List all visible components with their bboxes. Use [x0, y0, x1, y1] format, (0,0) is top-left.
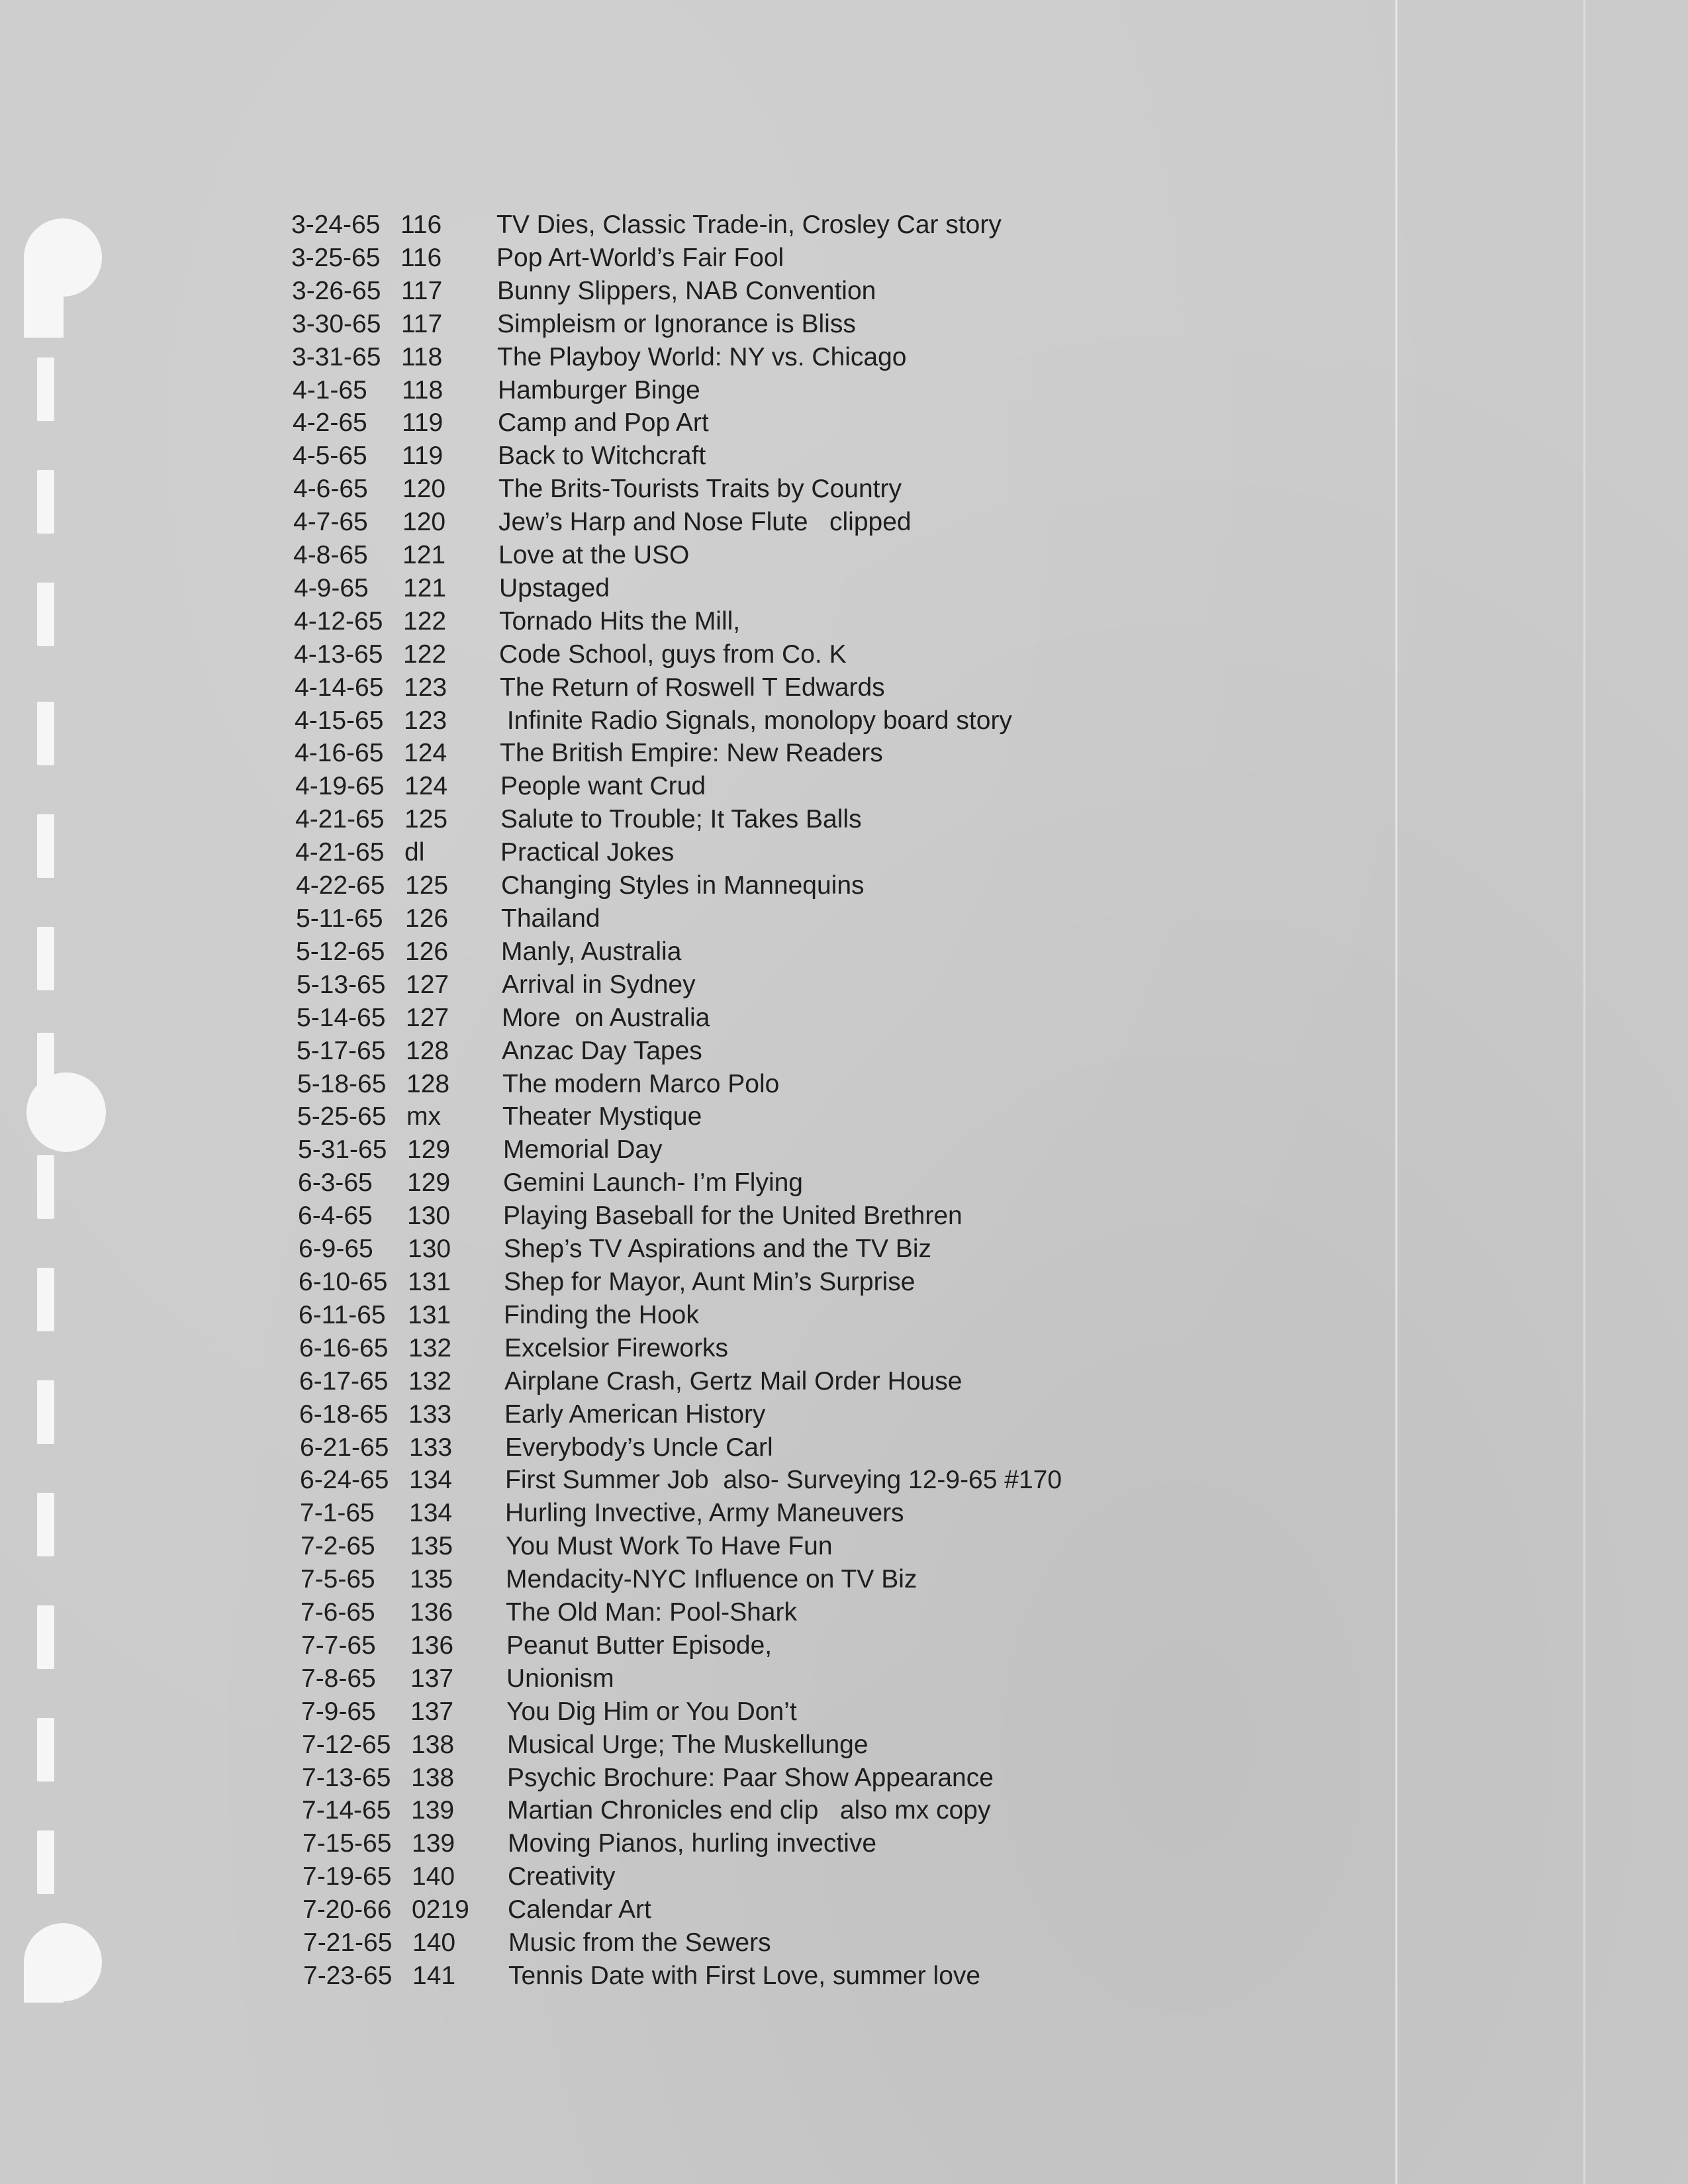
log-entry: [299, 1398, 1292, 1431]
entry-date: 6-11-65: [299, 1301, 386, 1329]
entry-date: 6-16-65: [299, 1334, 389, 1362]
entry-date: 4-5-65: [293, 442, 367, 470]
entry-title: Jew’s Harp and Nose Flute clipped: [498, 508, 912, 536]
entry-number: 128: [406, 1070, 450, 1098]
log-entry: [295, 737, 1288, 770]
entry-number: 124: [404, 772, 448, 800]
entry-title: Psychic Brochure: Paar Show Appearance: [507, 1764, 994, 1792]
entry-number: 132: [408, 1334, 452, 1362]
log-entry: [302, 1762, 1295, 1795]
log-entry: [293, 539, 1286, 572]
entry-number: 137: [410, 1664, 454, 1693]
entry-title: Salute to Trouble; It Takes Balls: [500, 805, 862, 833]
entry-number: 139: [412, 1829, 455, 1858]
entry-title: TV Dies, Classic Trade-in, Crosley Car story: [496, 211, 1002, 239]
entry-title: Pop Art-World’s Fair Fool: [496, 244, 784, 272]
log-entry: [301, 1662, 1294, 1695]
entry-title: Early American History: [504, 1400, 766, 1429]
entry-date: 7-8-65: [301, 1664, 376, 1693]
entry-date: 6-10-65: [299, 1268, 388, 1296]
entry-title: Airplane Crash, Gertz Mail Order House: [504, 1367, 962, 1396]
entry-number: 136: [410, 1598, 453, 1627]
log-entry: [299, 1266, 1291, 1299]
log-entry: [300, 1497, 1293, 1530]
entry-number: 123: [404, 706, 447, 735]
entry-date: 7-14-65: [302, 1796, 391, 1825]
entry-date: 5-14-65: [297, 1004, 386, 1032]
entry-title: The Brits-Tourists Traits by Country: [498, 475, 902, 503]
log-entry: [295, 704, 1288, 737]
entry-title: Shep for Mayor, Aunt Min’s Surprise: [504, 1268, 915, 1296]
entry-title: The Old Man: Pool-Shark: [506, 1598, 798, 1627]
entry-title: Back to Witchcraft: [498, 442, 706, 470]
entry-number: dl: [404, 838, 425, 867]
entry-date: 7-19-65: [303, 1862, 392, 1891]
entry-date: 5-12-65: [296, 937, 385, 966]
entry-date: 6-4-65: [298, 1202, 373, 1230]
entry-title: You Must Work To Have Fun: [506, 1532, 833, 1560]
entry-number: 129: [407, 1168, 451, 1197]
entry-number: 120: [402, 508, 446, 536]
log-entry: [300, 1464, 1293, 1497]
entry-date: 4-21-65: [295, 838, 385, 867]
entry-title: Gemini Launch- I’m Flying: [503, 1168, 803, 1197]
entry-title: Changing Styles in Mannequins: [501, 871, 865, 900]
entry-number: 140: [412, 1928, 456, 1957]
entry-date: 6-24-65: [300, 1466, 389, 1494]
log-entry: [303, 1960, 1296, 1993]
log-entry: [301, 1530, 1293, 1563]
entry-number: 129: [407, 1135, 451, 1164]
entry-date: 4-16-65: [295, 739, 384, 767]
entry-date: 3-26-65: [292, 277, 381, 305]
entry-title: Memorial Day: [503, 1135, 663, 1164]
entry-date: 4-8-65: [293, 541, 368, 569]
entry-title: Shep’s TV Aspirations and the TV Biz: [504, 1235, 932, 1263]
entry-number: 134: [409, 1499, 453, 1527]
entry-number: 126: [405, 937, 449, 966]
entry-title: First Summer Job also- Surveying 12-9-65 #170: [505, 1466, 1062, 1494]
entry-date: 4-7-65: [293, 508, 368, 536]
entry-title: Camp and Pop Art: [498, 408, 709, 437]
entry-date: 6-18-65: [299, 1400, 389, 1429]
entry-title: Upstaged: [499, 574, 610, 602]
entry-number: 134: [409, 1466, 453, 1494]
entry-title: Tornado Hits the Mill,: [499, 607, 741, 636]
entry-title: The modern Marco Polo: [502, 1070, 780, 1098]
log-entry: [298, 1200, 1291, 1233]
entry-number: 131: [408, 1301, 451, 1329]
entry-date: 5-25-65: [297, 1102, 387, 1131]
entry-title: More on Australia: [502, 1004, 710, 1032]
entry-date: 4-19-65: [295, 772, 385, 800]
entry-title: Thailand: [501, 904, 600, 933]
log-entry: [298, 1133, 1291, 1166]
entry-date: 5-11-65: [296, 904, 383, 933]
log-entry: [296, 935, 1289, 969]
entry-date: 7-5-65: [301, 1565, 375, 1593]
entry-number: 117: [401, 277, 443, 305]
entry-title: The Return of Roswell T Edwards: [500, 673, 885, 702]
log-entry: [299, 1299, 1291, 1332]
log-entry: [294, 638, 1287, 671]
log-entry: [294, 572, 1287, 605]
entry-number: 119: [402, 442, 444, 470]
entry-date: 4-2-65: [293, 408, 367, 437]
entry-title: Tennis Date with First Love, summer love: [508, 1962, 981, 1990]
entry-number: 122: [403, 640, 447, 669]
log-entry: [303, 1860, 1295, 1893]
entry-title: Practical Jokes: [500, 838, 675, 867]
entry-title: Anzac Day Tapes: [502, 1037, 702, 1065]
entry-number: 136: [410, 1631, 454, 1660]
entry-number: 141: [412, 1962, 456, 1990]
entry-number: 138: [411, 1731, 455, 1759]
log-entry: [292, 308, 1285, 341]
entry-number: 127: [406, 971, 449, 999]
entry-number: 135: [410, 1532, 453, 1560]
entry-title: Martian Chronicles end clip also mx copy: [507, 1796, 991, 1825]
log-entry: [298, 1166, 1291, 1200]
entry-number: 140: [412, 1862, 455, 1891]
log-entry: [295, 770, 1288, 803]
entry-date: 6-9-65: [299, 1235, 373, 1263]
entry-number: 117: [401, 310, 443, 338]
log-entry: [301, 1563, 1293, 1596]
entry-number: 127: [406, 1004, 449, 1032]
entry-number: 137: [410, 1697, 454, 1726]
entry-date: 7-15-65: [303, 1829, 392, 1858]
entry-title: The British Empire: New Readers: [500, 739, 883, 767]
log-entry: [301, 1596, 1293, 1629]
entry-date: 5-17-65: [297, 1037, 386, 1065]
log-entry: [297, 1100, 1290, 1133]
entry-number: 123: [404, 673, 447, 702]
log-entry: [303, 1827, 1295, 1860]
entry-title: Peanut Butter Episode,: [506, 1631, 773, 1660]
log-entry: [303, 1893, 1295, 1926]
log-entry: [297, 969, 1289, 1002]
entry-date: 7-21-65: [303, 1928, 393, 1957]
log-entry: [291, 209, 1284, 242]
entry-date: 4-22-65: [296, 871, 385, 900]
entry-date: 3-25-65: [291, 244, 381, 272]
entry-title: Love at the USO: [498, 541, 690, 569]
entry-number: 128: [406, 1037, 449, 1065]
entry-number: 118: [401, 343, 443, 371]
entry-date: 6-17-65: [299, 1367, 389, 1396]
log-entry: [291, 242, 1284, 275]
entry-number: 116: [400, 244, 442, 272]
entry-number: 131: [408, 1268, 451, 1296]
entry-title: Creativity: [508, 1862, 616, 1891]
entry-title: Finding the Hook: [504, 1301, 699, 1329]
entry-date: 4-6-65: [293, 475, 368, 503]
entry-date: 3-24-65: [291, 211, 381, 239]
entry-date: 4-9-65: [294, 574, 369, 602]
entry-title: Arrival in Sydney: [502, 971, 696, 999]
entry-date: 7-1-65: [300, 1499, 375, 1527]
entry-number: 0219: [412, 1895, 469, 1924]
entry-number: 121: [403, 574, 447, 602]
entry-title: Manly, Australia: [501, 937, 682, 966]
entry-number: mx: [406, 1102, 441, 1131]
log-entry: [301, 1695, 1294, 1729]
log-entry: [293, 506, 1286, 539]
entry-title: Musical Urge; The Muskellunge: [507, 1731, 868, 1759]
entry-title: Hurling Invective, Army Maneuvers: [505, 1499, 904, 1527]
entry-title: Unionism: [506, 1664, 614, 1693]
log-entry: [302, 1729, 1295, 1762]
entry-date: 7-23-65: [303, 1962, 393, 1990]
log-entry: [302, 1794, 1295, 1827]
entry-title: Hamburger Binge: [498, 376, 700, 404]
entry-number: 139: [411, 1796, 455, 1825]
entry-date: 7-12-65: [302, 1731, 391, 1759]
entry-title: Simpleism or Ignorance is Bliss: [497, 310, 856, 338]
log-entry: [292, 341, 1285, 374]
entry-date: 7-9-65: [301, 1697, 376, 1726]
log-entry: [293, 406, 1286, 440]
entry-number: 118: [402, 376, 444, 404]
entry-title: Calendar Art: [508, 1895, 651, 1924]
entry-date: 6-21-65: [300, 1433, 389, 1462]
log-entry: [293, 374, 1286, 407]
entry-title: You Dig Him or You Don’t: [506, 1697, 797, 1726]
entry-title: Mendacity-NYC Influence on TV Biz: [506, 1565, 917, 1593]
log-entry: [295, 803, 1288, 836]
entry-date: 4-12-65: [294, 607, 383, 636]
log-entry: [295, 671, 1288, 704]
entry-number: 130: [407, 1202, 451, 1230]
entry-date: 4-1-65: [293, 376, 367, 404]
entry-date: 4-14-65: [295, 673, 384, 702]
log-entry: [303, 1926, 1296, 1960]
log-entry: [301, 1629, 1294, 1662]
entry-date: 7-13-65: [302, 1764, 391, 1792]
entry-date: 7-20-66: [303, 1895, 392, 1924]
entry-date: 5-31-65: [298, 1135, 387, 1164]
entry-title: Excelsior Fireworks: [504, 1334, 729, 1362]
log-entry: [293, 440, 1286, 473]
entry-date: 7-6-65: [301, 1598, 375, 1627]
entry-number: 132: [408, 1367, 452, 1396]
log-entry: [299, 1332, 1292, 1365]
entry-number: 120: [402, 475, 446, 503]
entry-number: 125: [404, 805, 448, 833]
entry-number: 130: [408, 1235, 451, 1263]
entry-title: Everybody’s Uncle Carl: [505, 1433, 773, 1462]
entry-number: 119: [402, 408, 444, 437]
entry-title: People want Crud: [500, 772, 706, 800]
entry-number: 122: [403, 607, 447, 636]
entry-title: The Playboy World: NY vs. Chicago: [497, 343, 907, 371]
log-entry: [294, 605, 1287, 638]
entry-number: 125: [405, 871, 449, 900]
log-entry: [299, 1233, 1291, 1266]
log-entry: [297, 1068, 1290, 1101]
log-entry: [295, 836, 1288, 869]
entry-date: 7-7-65: [301, 1631, 376, 1660]
entry-date: 4-13-65: [294, 640, 383, 669]
log-entry: [293, 473, 1286, 506]
entry-date: 6-3-65: [298, 1168, 373, 1197]
entry-number: 135: [410, 1565, 453, 1593]
entry-title: Playing Baseball for the United Brethren: [503, 1202, 962, 1230]
entry-date: 5-18-65: [297, 1070, 387, 1098]
entry-title: Theater Mystique: [502, 1102, 702, 1131]
entry-title: Code School, guys from Co. K: [499, 640, 847, 669]
entry-date: 3-30-65: [292, 310, 381, 338]
entry-number: 126: [405, 904, 449, 933]
log-entry: [292, 275, 1285, 308]
entry-title: Bunny Slippers, NAB Convention: [497, 277, 876, 305]
log-entry: [299, 1365, 1292, 1398]
entry-number: 138: [411, 1764, 455, 1792]
entry-date: 4-21-65: [295, 805, 385, 833]
entry-date: 5-13-65: [297, 971, 386, 999]
entry-title: Music from the Sewers: [508, 1928, 771, 1957]
entry-title: Infinite Radio Signals, monolopy board story: [500, 706, 1012, 735]
entry-number: 116: [400, 211, 442, 239]
log-entry: [296, 869, 1289, 902]
log-entry: [300, 1431, 1293, 1464]
entry-date: 7-2-65: [301, 1532, 375, 1560]
log-entry: [297, 1035, 1289, 1068]
entry-date: 4-15-65: [295, 706, 384, 735]
log-entry: [297, 1002, 1289, 1035]
entry-number: 124: [404, 739, 447, 767]
entry-number: 133: [409, 1433, 453, 1462]
log-entry: [296, 902, 1289, 935]
entry-date: 3-31-65: [292, 343, 381, 371]
entry-title: Moving Pianos, hurling invective: [508, 1829, 877, 1858]
entry-number: 133: [408, 1400, 452, 1429]
entry-number: 121: [402, 541, 446, 569]
